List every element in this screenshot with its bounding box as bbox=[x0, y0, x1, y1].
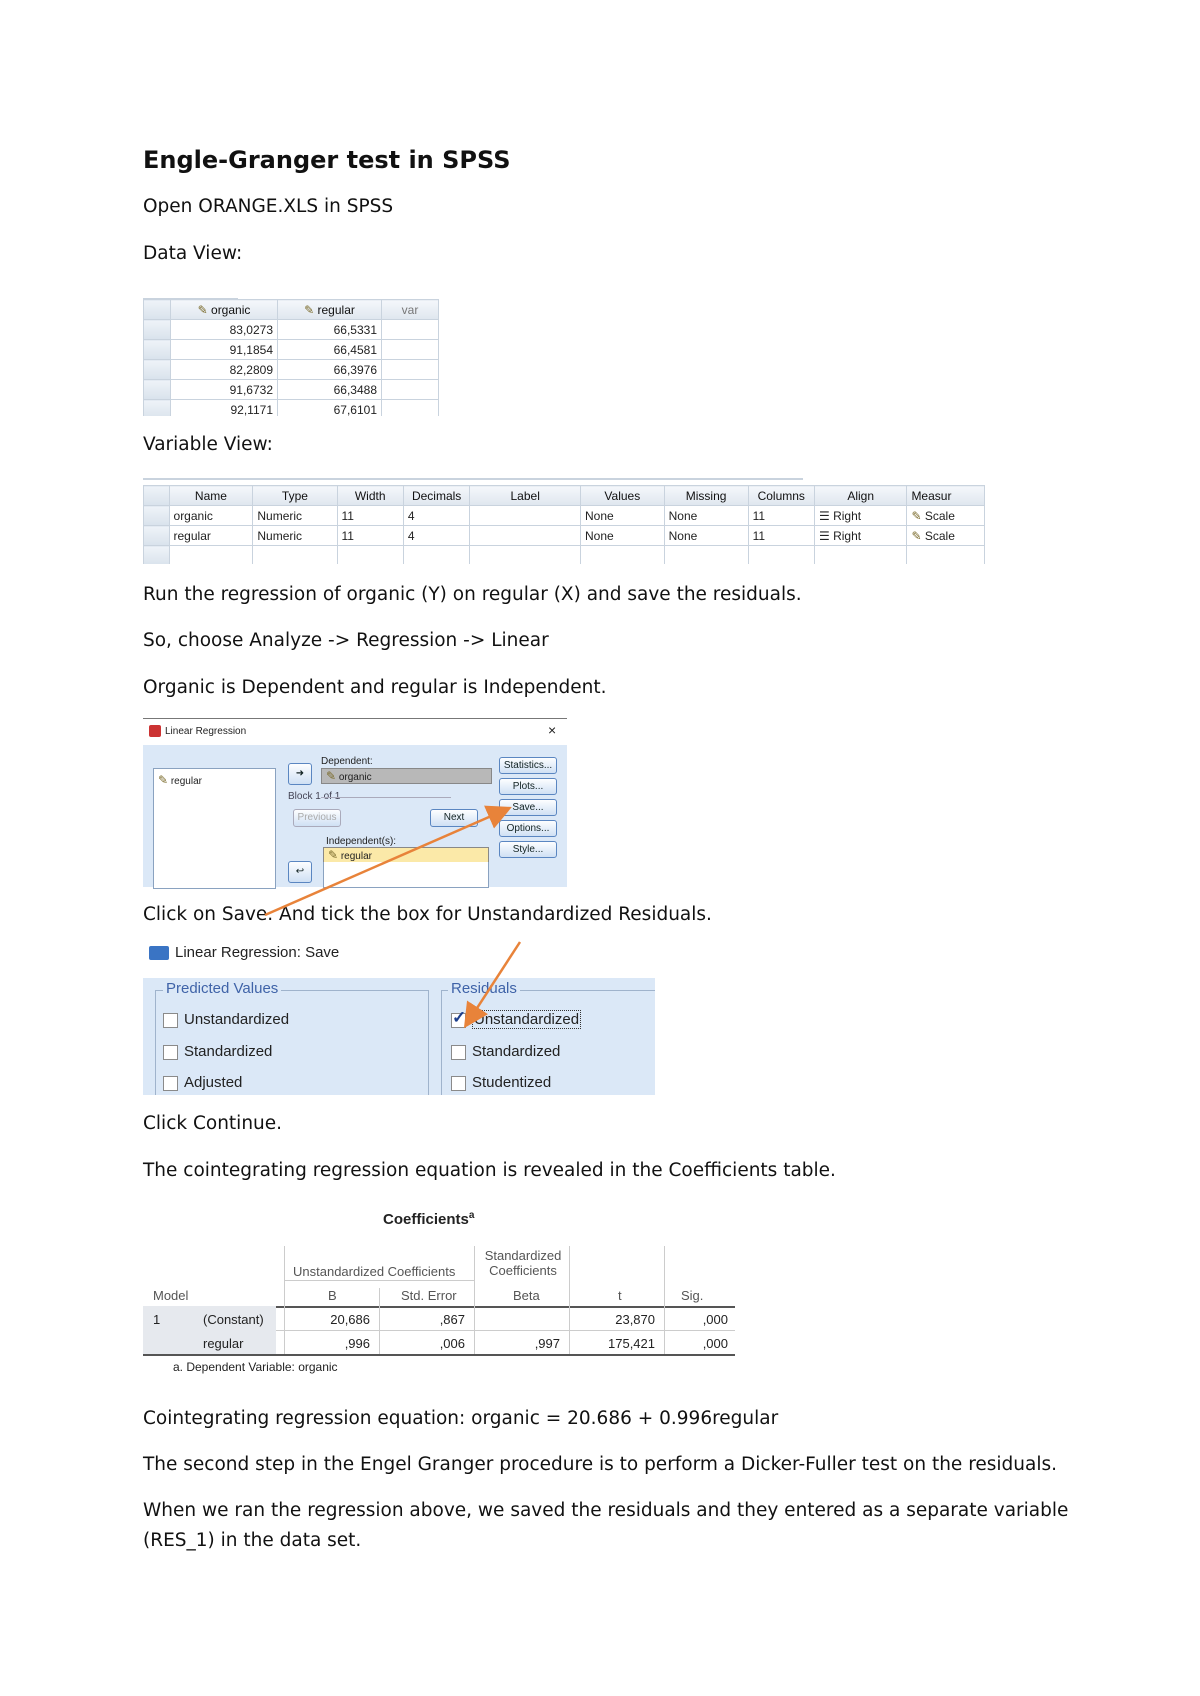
checkbox-predicted-unstandardized[interactable]: Unstandardized bbox=[163, 1011, 289, 1028]
regular-sig: ,000 bbox=[702, 1336, 728, 1351]
page-title: Engle-Granger test in SPSS bbox=[143, 146, 511, 174]
col-header-label[interactable]: Label bbox=[470, 486, 581, 506]
residuals-group: Residuals bbox=[448, 980, 520, 997]
table-row[interactable]: 83,0273 66,5331 bbox=[144, 320, 439, 340]
dialog-titlebar: Linear Regression × bbox=[143, 719, 567, 745]
scale-icon: ✎ bbox=[158, 773, 169, 787]
paragraph-dataview: Data View: bbox=[143, 243, 243, 264]
independent-label: Independent(s): bbox=[326, 836, 397, 847]
dependent-label: Dependent: bbox=[321, 756, 373, 767]
checkbox-residual-unstandardized[interactable]: ✓ Unstandardized bbox=[452, 1007, 580, 1028]
scale-icon: ✎ bbox=[911, 528, 922, 543]
align-right-icon: ☰ bbox=[818, 508, 830, 523]
scale-icon: ✎ bbox=[197, 302, 208, 317]
list-item[interactable]: ✎ regular bbox=[158, 773, 202, 787]
unstd-header: Unstandardized Coefficients bbox=[293, 1264, 456, 1279]
col-header-align[interactable]: Align bbox=[814, 486, 906, 506]
table-row[interactable]: regular Numeric 11 4 None None 11 ☰ Right ✎ Scale bbox=[144, 526, 985, 546]
table-row[interactable]: organic Numeric 11 4 None None 11 ☰ Right ✎ Scale bbox=[144, 506, 985, 526]
scale-icon: ✎ bbox=[328, 848, 339, 862]
constant-t: 23,870 bbox=[615, 1312, 655, 1327]
col-header-name[interactable]: Name bbox=[169, 486, 253, 506]
coef-title: Coefficients$^a$ bbox=[383, 1210, 475, 1228]
paragraph-when: When we ran the regression above, we saved the residuals and they entered as a separate variable bbox=[143, 1500, 1069, 1521]
sig-header: Sig. bbox=[681, 1288, 704, 1303]
col-header-missing[interactable]: Missing bbox=[664, 486, 748, 506]
options-button[interactable]: Options... bbox=[499, 820, 557, 837]
arrow-left-icon: ↩ bbox=[295, 866, 305, 877]
close-icon[interactable]: × bbox=[548, 722, 557, 738]
paragraph-second: The second step in the Engel Granger procedure is to perform a Dicker-Fuller test on the residuals. bbox=[143, 1454, 1058, 1475]
paragraph-res: (RES_1) in the data set. bbox=[143, 1530, 362, 1551]
paragraph-varview: Variable View: bbox=[143, 434, 273, 455]
table-row[interactable]: 92,1171 67,6101 bbox=[144, 400, 439, 417]
coef-footnote: a. Dependent Variable: organic bbox=[173, 1360, 338, 1374]
arrow-right-icon: ➜ bbox=[295, 768, 305, 779]
model-header: Model bbox=[153, 1288, 189, 1303]
col-header-organic[interactable]: ✎ organic bbox=[171, 300, 278, 320]
stderr-header: Std. Error bbox=[401, 1288, 457, 1303]
paragraph-continue: Click Continue. bbox=[143, 1113, 283, 1134]
table-row[interactable]: 91,1854 66,4581 bbox=[144, 340, 439, 360]
scale-icon: ✎ bbox=[304, 302, 315, 317]
scale-icon: ✎ bbox=[326, 769, 337, 783]
checkbox-predicted-standardized[interactable]: Standardized bbox=[163, 1043, 272, 1060]
style-button[interactable]: Style... bbox=[499, 841, 557, 858]
paragraph-organic: Organic is Dependent and regular is Independent. bbox=[143, 677, 607, 698]
t-header: t bbox=[618, 1288, 622, 1303]
constant-b: 20,686 bbox=[330, 1312, 370, 1327]
beta-header: Beta bbox=[513, 1288, 540, 1303]
arrow-to-save-button bbox=[265, 810, 505, 915]
dependent-field[interactable]: ✎ organic bbox=[321, 768, 492, 784]
col-header-var[interactable]: var bbox=[382, 300, 439, 320]
regular-label: regular bbox=[203, 1336, 244, 1351]
col-header-measure[interactable]: Measur bbox=[907, 486, 985, 506]
paragraph-click-save: Click on Save. And tick the box for Unstandardized Residuals. bbox=[143, 904, 712, 925]
regular-b: ,996 bbox=[344, 1336, 370, 1351]
paragraph-equation: Cointegrating regression equation: organic = 20.686 + 0.996regular bbox=[143, 1408, 779, 1429]
constant-se: ,867 bbox=[439, 1312, 465, 1327]
predicted-values-group: Predicted Values bbox=[163, 980, 281, 997]
arrow-to-unstandardized-residuals bbox=[468, 942, 520, 1022]
previous-button[interactable]: Previous bbox=[293, 809, 341, 827]
checkbox-residual-standardized[interactable]: Standardized bbox=[451, 1043, 560, 1060]
col-header-values[interactable]: Values bbox=[581, 486, 665, 506]
table-row[interactable]: 82,2809 66,3976 bbox=[144, 360, 439, 380]
block-label: Block 1 of 1 bbox=[288, 791, 341, 802]
align-right-icon: ☰ bbox=[818, 528, 830, 543]
paragraph-open: Open ORANGE.XLS in SPSS bbox=[143, 196, 394, 217]
model-number: 1 bbox=[153, 1312, 161, 1327]
col-header-type[interactable]: Type bbox=[253, 486, 337, 506]
checkbox-residual-studentized[interactable]: Studentized bbox=[451, 1074, 551, 1091]
next-button[interactable]: Next bbox=[430, 809, 478, 827]
col-header-regular[interactable]: ✎ regular bbox=[278, 300, 382, 320]
regular-t: 175,421 bbox=[608, 1336, 655, 1351]
paragraph-run: Run the regression of organic (Y) on regular (X) and save the residuals. bbox=[143, 584, 802, 605]
plots-button[interactable]: Plots... bbox=[499, 778, 557, 795]
constant-label: (Constant) bbox=[203, 1312, 264, 1327]
b-header: B bbox=[328, 1288, 337, 1303]
constant-sig: ,000 bbox=[702, 1312, 728, 1327]
scale-icon: ✎ bbox=[911, 508, 922, 523]
save-dialog-title: Linear Regression: Save bbox=[175, 944, 340, 961]
checkbox-predicted-adjusted[interactable]: Adjusted bbox=[163, 1074, 242, 1091]
regular-se: ,006 bbox=[439, 1336, 465, 1351]
independent-field[interactable]: ✎ regular bbox=[323, 847, 489, 863]
paragraph-choose: So, choose Analyze -> Regression -> Linear bbox=[143, 630, 549, 651]
col-header-decimals[interactable]: Decimals bbox=[403, 486, 470, 506]
table-row[interactable]: 91,6732 66,3488 bbox=[144, 380, 439, 400]
statistics-button[interactable]: Statistics... bbox=[499, 757, 557, 774]
coefficients-table bbox=[143, 1208, 743, 1388]
std-header: Standardized Coefficients bbox=[484, 1248, 562, 1278]
save-button[interactable]: Save... bbox=[499, 799, 557, 816]
paragraph-coef-intro: The cointegrating regression equation is revealed in the Coefficients table. bbox=[143, 1160, 836, 1181]
col-header-columns[interactable]: Columns bbox=[748, 486, 814, 506]
col-header-width[interactable]: Width bbox=[337, 486, 403, 506]
checkmark-icon: ✓ bbox=[452, 1007, 467, 1027]
regular-beta: ,997 bbox=[534, 1336, 560, 1351]
